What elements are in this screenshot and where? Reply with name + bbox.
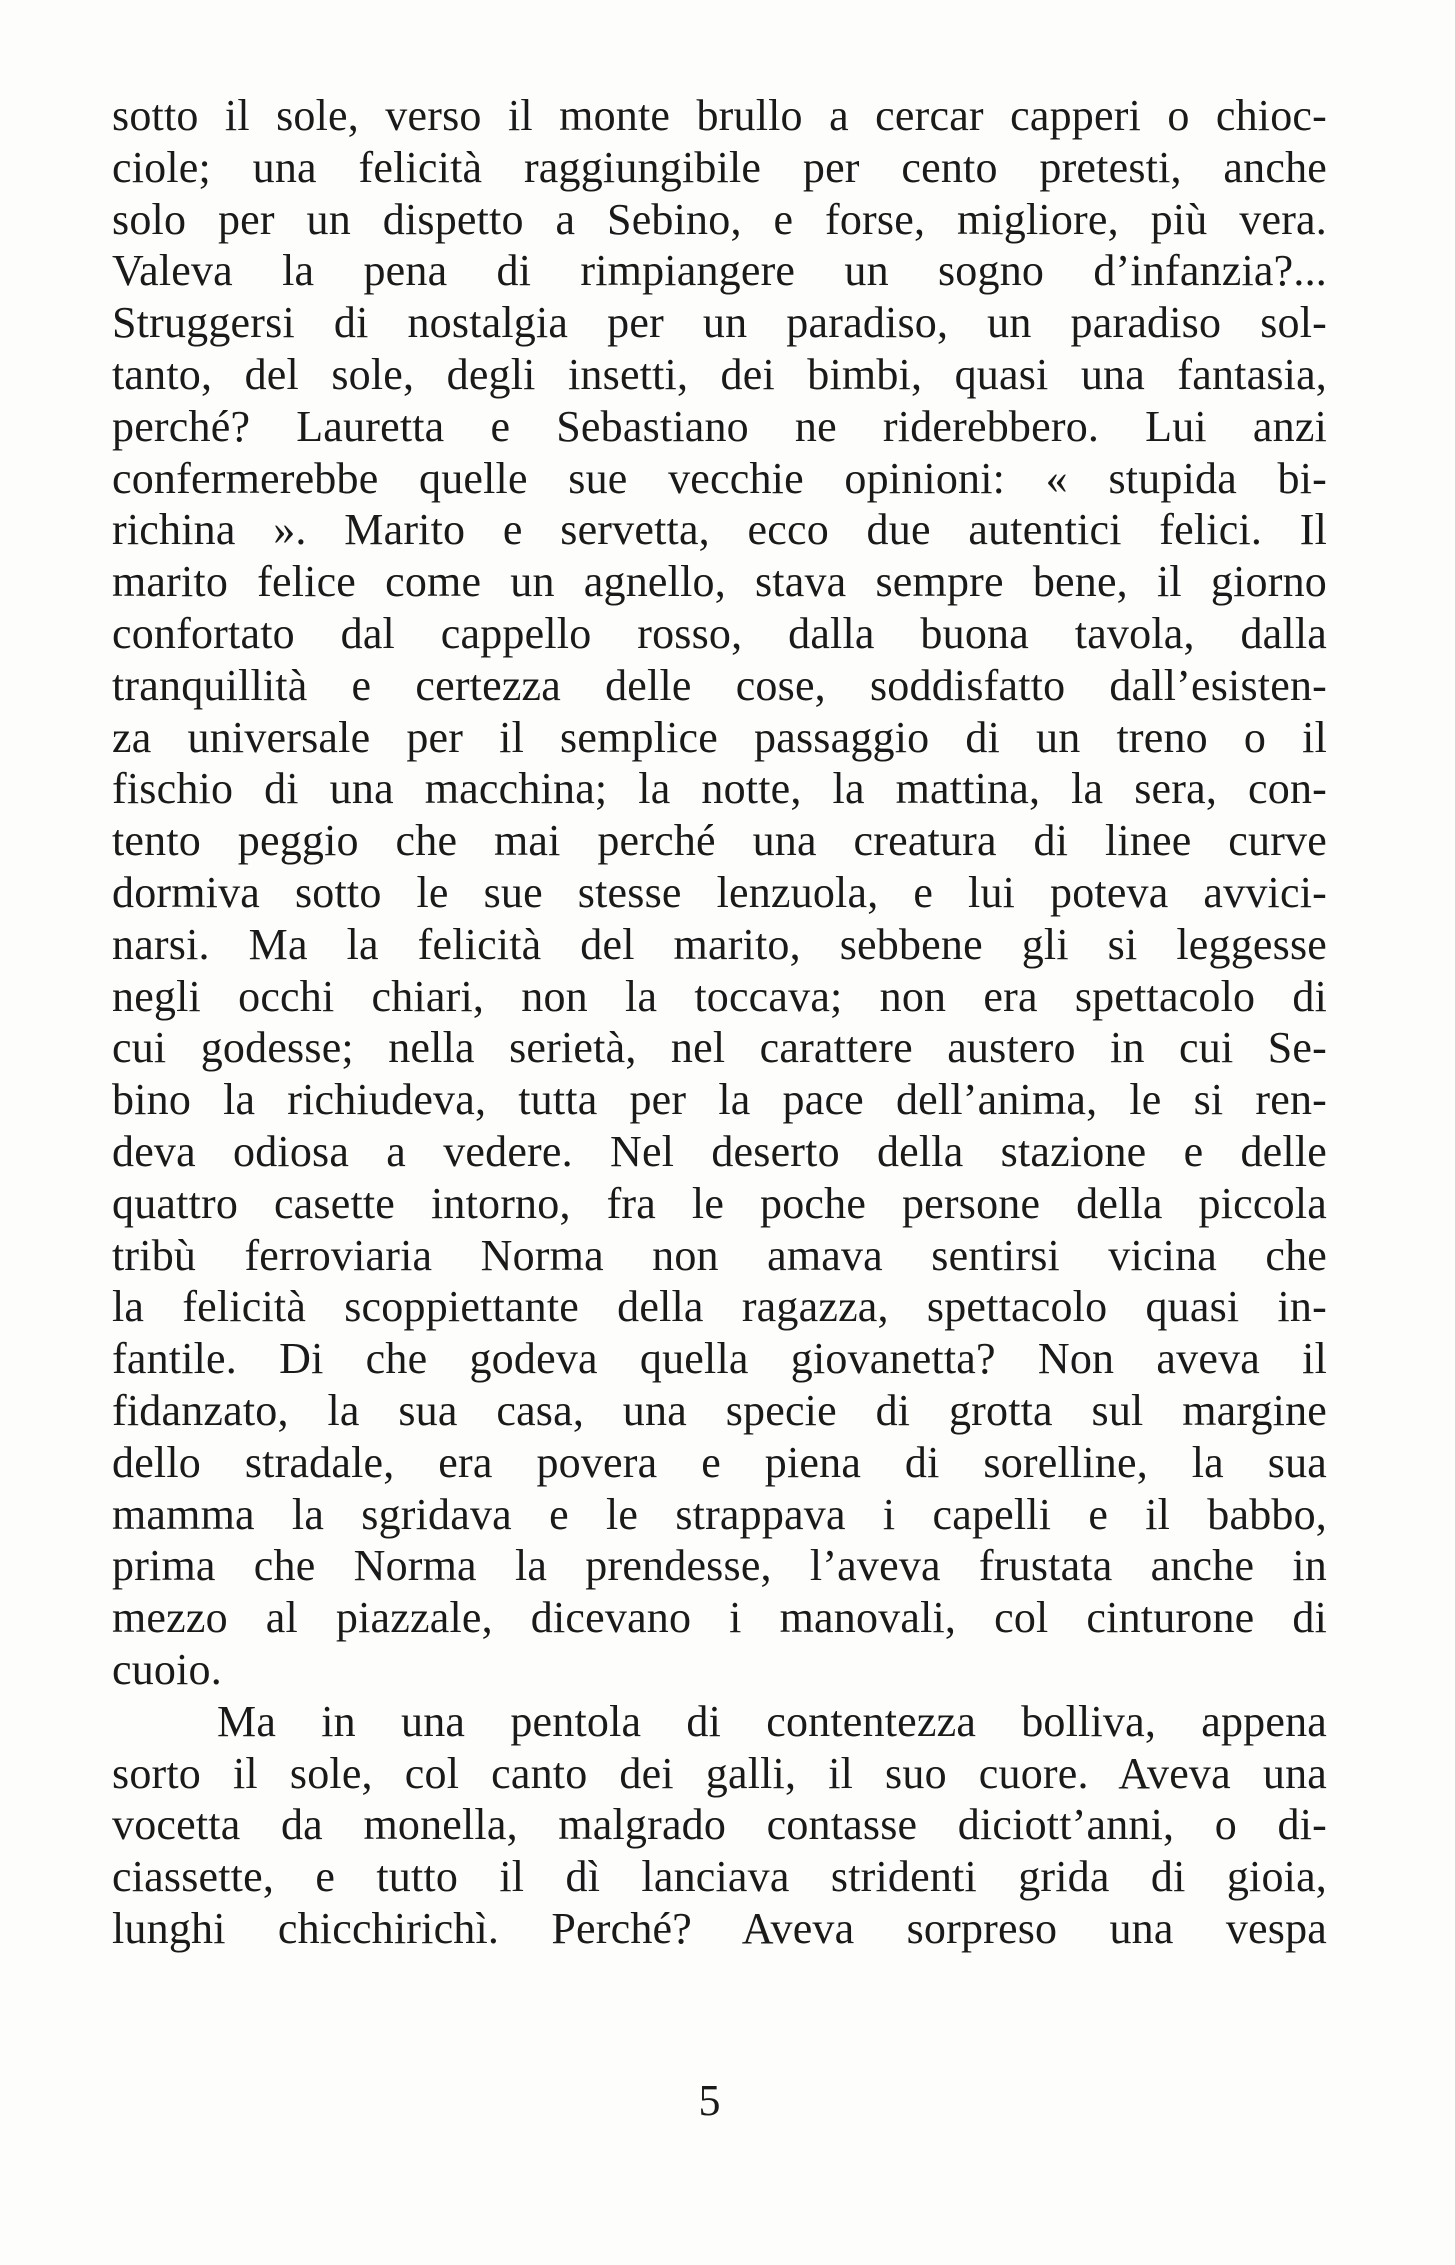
text-line: negli occhi chiari, non la toccava; non era spettacolo di [112, 971, 1327, 1021]
text-line: perché? Lauretta e Sebastiano ne riderebbero. Lui anzi [112, 401, 1327, 451]
text-line: fischio di una macchina; la notte, la mattina, la sera, con- [112, 764, 1327, 814]
text-line: solo per un dispetto a Sebino, e forse, migliore, più vera. [112, 194, 1327, 244]
text-line: richina ». Marito e servetta, ecco due autentici felici. Il [112, 505, 1327, 555]
text-line: la felicità scoppiettante della ragazza, spettacolo quasi in- [112, 1282, 1327, 1332]
text-line: tranquillità e certezza delle cose, soddisfatto dall’esisten- [112, 660, 1327, 710]
text-line: prima che Norma la prendesse, l’aveva frustata anche in [112, 1541, 1327, 1591]
text-line: dormiva sotto le sue stesse lenzuola, e lui poteva avvici- [112, 867, 1327, 917]
text-line: Struggersi di nostalgia per un paradiso, un paradiso sol- [112, 298, 1327, 348]
text-line: mezzo al piazzale, dicevano i manovali, col cinturone di [112, 1593, 1327, 1643]
text-line: cui godesse; nella serietà, nel carattere austero in cui Se- [112, 1023, 1327, 1073]
text-line: za universale per il semplice passaggio di un treno o il [112, 712, 1327, 762]
text-line: tanto, del sole, degli insetti, dei bimbi, quasi una fantasia, [112, 349, 1327, 399]
text-line: quattro casette intorno, fra le poche persone della piccola [112, 1178, 1327, 1228]
text-line: tribù ferroviaria Norma non amava sentirsi vicina che [112, 1230, 1327, 1280]
text-line: confermerebbe quelle sue vecchie opinioni: « stupida bi- [112, 453, 1327, 503]
text-line: sotto il sole, verso il monte brullo a cercar capperi o chioc- [112, 91, 1327, 140]
text-line: ciole; una felicità raggiungibile per cento pretesti, anche [112, 142, 1327, 192]
text-line: confortato dal cappello rosso, dalla buona tavola, dalla [112, 608, 1327, 658]
text-line: deva odiosa a vedere. Nel deserto della stazione e delle [112, 1126, 1327, 1176]
text-line: bino la richiudeva, tutta per la pace dell’anima, le si ren- [112, 1075, 1327, 1125]
text-line: mamma la sgridava e le strappava i capelli e il babbo, [112, 1489, 1327, 1539]
text-line: fantile. Di che godeva quella giovanetta? Non aveva il [112, 1334, 1327, 1384]
text-line: fidanzato, la sua casa, una specie di grotta sul margine [112, 1385, 1327, 1435]
page-number [0, 2075, 1455, 2127]
text-line: lunghi chicchirichì. Perché? Aveva sorpreso una vespa [112, 1903, 1327, 1953]
text-line: marito felice come un agnello, stava sempre bene, il giorno [112, 557, 1327, 607]
text-line: ciassette, e tutto il dì lanciava stridenti grida di gioia, [112, 1852, 1327, 1902]
text-line: vocetta da monella, malgrado contasse diciott’anni, o di- [112, 1800, 1327, 1850]
text-line: tento peggio che mai perché una creatura di linee curve [112, 816, 1327, 866]
text-line: narsi. Ma la felicità del marito, sebbene gli si leggesse [112, 919, 1327, 969]
page-number-label: 5 [698, 2076, 721, 2125]
text-line: Ma in una pentola di contentezza bolliva, appena [217, 1696, 1327, 1746]
text-line: sorto il sole, col canto dei galli, il suo cuore. Aveva una [112, 1748, 1327, 1798]
text-line: dello stradale, era povera e piena di sorelline, la sua [112, 1437, 1327, 1487]
body-text [112, 90, 1327, 1955]
text-line: cuoio. [112, 1644, 222, 1694]
text-line: Valeva la pena di rimpiangere un sogno d’infanzia?... [112, 246, 1327, 296]
